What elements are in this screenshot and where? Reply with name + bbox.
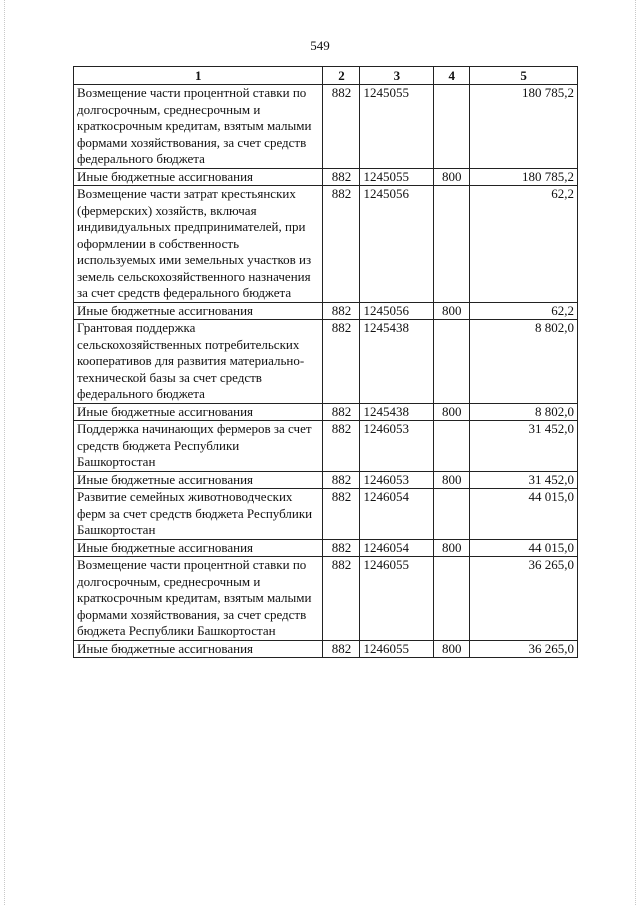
table-header-row — [74, 67, 578, 85]
scan-edge-right — [635, 0, 636, 905]
row-code-cell: 882 — [323, 489, 360, 540]
table-row — [74, 421, 578, 472]
row-type-cell: 800 — [434, 640, 470, 658]
row-amount-cell: 31 452,0 — [470, 421, 578, 472]
row-name-cell: Возмещение части процентной ставки по долгосрочным, среднесрочным и краткосрочным кредитам, взятым малыми формами хозяйствования, за счет средств федерального бюджета — [74, 85, 323, 169]
row-type-cell — [434, 85, 470, 169]
row-code-cell: 882 — [323, 302, 360, 320]
row-amount-cell: 180 785,2 — [470, 85, 578, 169]
row-amount-cell: 8 802,0 — [470, 403, 578, 421]
scan-edge-left — [4, 0, 5, 905]
row-amount-cell: 44 015,0 — [470, 539, 578, 557]
row-type-cell: 800 — [434, 403, 470, 421]
row-amount-cell: 62,2 — [470, 186, 578, 303]
row-code-cell: 882 — [323, 539, 360, 557]
row-amount-cell: 44 015,0 — [470, 489, 578, 540]
budget-table — [73, 66, 578, 658]
row-code-cell: 882 — [323, 640, 360, 658]
row-article-cell: 1245056 — [360, 302, 434, 320]
row-name-cell: Возмещение части процентной ставки по долгосрочным, среднесрочным и краткосрочным кредитам, взятым малыми формами хозяйствования, за счет средств бюджета Республики Башкортостан — [74, 557, 323, 641]
row-type-cell — [434, 421, 470, 472]
row-name-cell: Иные бюджетные ассигнования — [74, 640, 323, 658]
row-amount-cell: 36 265,0 — [470, 640, 578, 658]
row-amount-cell: 8 802,0 — [470, 320, 578, 404]
row-article-cell: 1245438 — [360, 320, 434, 404]
table-row — [74, 302, 578, 320]
table-row — [74, 489, 578, 540]
row-type-cell: 800 — [434, 168, 470, 186]
row-code-cell: 882 — [323, 421, 360, 472]
row-type-cell — [434, 489, 470, 540]
row-amount-cell: 180 785,2 — [470, 168, 578, 186]
row-name-cell: Иные бюджетные ассигнования — [74, 168, 323, 186]
table-row — [74, 85, 578, 169]
row-code-cell: 882 — [323, 320, 360, 404]
table-row — [74, 403, 578, 421]
column-header-5: 5 — [470, 67, 578, 85]
row-name-cell: Иные бюджетные ассигнования — [74, 539, 323, 557]
row-name-cell: Возмещение части затрат крестьянских (фермерских) хозяйств, включая индивидуальных предпринимателей, при оформлении в собственность используемых ими земельных участков из земель сельскохозяйственного назначения за счет средств федерального бюджета — [74, 186, 323, 303]
table-row — [74, 471, 578, 489]
row-type-cell: 800 — [434, 539, 470, 557]
row-type-cell — [434, 186, 470, 303]
row-amount-cell: 36 265,0 — [470, 557, 578, 641]
row-article-cell: 1245056 — [360, 186, 434, 303]
row-type-cell — [434, 320, 470, 404]
row-article-cell: 1245055 — [360, 168, 434, 186]
row-amount-cell: 62,2 — [470, 302, 578, 320]
row-article-cell: 1246053 — [360, 421, 434, 472]
row-name-cell: Грантовая поддержка сельскохозяйственных потребительских кооперативов для развития материально-технической базы за счет средств федерального бюджета — [74, 320, 323, 404]
table-row — [74, 320, 578, 404]
table-row — [74, 640, 578, 658]
row-article-cell: 1246053 — [360, 471, 434, 489]
column-header-3: 3 — [360, 67, 434, 85]
row-name-cell: Поддержка начинающих фермеров за счет средств бюджета Республики Башкортостан — [74, 421, 323, 472]
row-article-cell: 1246055 — [360, 640, 434, 658]
column-header-2: 2 — [323, 67, 360, 85]
row-amount-cell: 31 452,0 — [470, 471, 578, 489]
column-header-4: 4 — [434, 67, 470, 85]
row-article-cell: 1246055 — [360, 557, 434, 641]
table-row — [74, 186, 578, 303]
row-code-cell: 882 — [323, 168, 360, 186]
row-type-cell — [434, 557, 470, 641]
row-name-cell: Иные бюджетные ассигнования — [74, 471, 323, 489]
table-row — [74, 539, 578, 557]
column-header-1: 1 — [74, 67, 323, 85]
page-number: 549 — [310, 38, 330, 53]
table-body — [74, 85, 578, 658]
row-type-cell: 800 — [434, 471, 470, 489]
row-type-cell: 800 — [434, 302, 470, 320]
row-article-cell: 1246054 — [360, 539, 434, 557]
row-code-cell: 882 — [323, 557, 360, 641]
row-article-cell: 1245438 — [360, 403, 434, 421]
row-article-cell: 1245055 — [360, 85, 434, 169]
row-code-cell: 882 — [323, 85, 360, 169]
row-name-cell: Развитие семейных животноводческих ферм за счет средств бюджета Республики Башкортостан — [74, 489, 323, 540]
row-code-cell: 882 — [323, 471, 360, 489]
table-row — [74, 168, 578, 186]
row-code-cell: 882 — [323, 186, 360, 303]
row-name-cell: Иные бюджетные ассигнования — [74, 302, 323, 320]
row-name-cell: Иные бюджетные ассигнования — [74, 403, 323, 421]
row-code-cell: 882 — [323, 403, 360, 421]
table-row — [74, 557, 578, 641]
row-article-cell: 1246054 — [360, 489, 434, 540]
